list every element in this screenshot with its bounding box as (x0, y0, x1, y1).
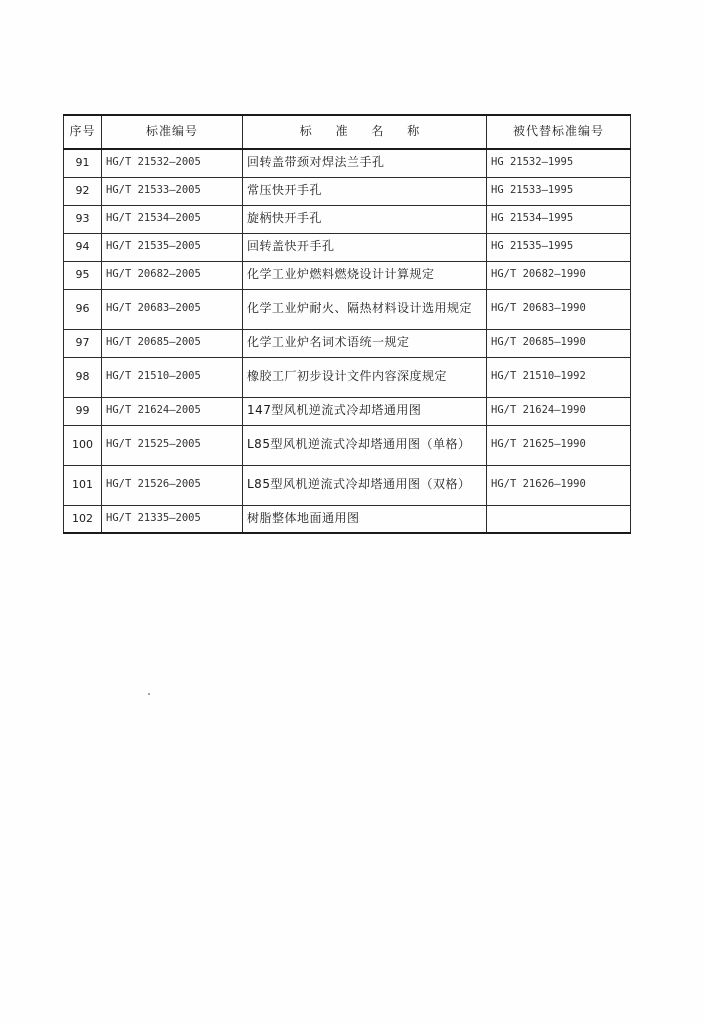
row-serial-number: 95 (64, 261, 102, 289)
row-replaced-code: HG 21533—1995 (487, 177, 631, 205)
row-standard-code: HG/T 21532—2005 (102, 149, 243, 177)
row-standard-code: HG/T 21510—2005 (102, 357, 243, 397)
row-serial-number: 102 (64, 505, 102, 533)
row-standard-name: L85型风机逆流式冷却塔通用图（单格） (243, 425, 487, 465)
row-replaced-code (487, 505, 631, 533)
row-standard-code: HG/T 21534—2005 (102, 205, 243, 233)
header-replaced-code: 被代替标准编号 (487, 115, 631, 149)
row-standard-name: 树脂整体地面通用图 (243, 505, 487, 533)
table-row (64, 505, 631, 533)
row-standard-name: 化学工业炉耐火、隔热材料设计选用规定 (243, 289, 487, 329)
table-row (64, 233, 631, 261)
row-replaced-code: HG/T 21510—1992 (487, 357, 631, 397)
row-serial-number: 99 (64, 397, 102, 425)
row-standard-name: 回转盖带颈对焊法兰手孔 (243, 149, 487, 177)
row-standard-name: 147型风机逆流式冷却塔通用图 (243, 397, 487, 425)
table-row (64, 177, 631, 205)
row-standard-code: HG/T 21335—2005 (102, 505, 243, 533)
row-replaced-code: HG/T 21626—1990 (487, 465, 631, 505)
scan-speck (148, 693, 150, 695)
row-standard-name: 回转盖快开手孔 (243, 233, 487, 261)
row-serial-number: 97 (64, 329, 102, 357)
row-serial-number: 92 (64, 177, 102, 205)
row-standard-code: HG/T 21525—2005 (102, 425, 243, 465)
table-row (64, 357, 631, 397)
standards-table (63, 114, 631, 534)
table-header-row (64, 115, 631, 149)
row-replaced-code: HG/T 21625—1990 (487, 425, 631, 465)
row-standard-code: HG/T 21526—2005 (102, 465, 243, 505)
table-row (64, 397, 631, 425)
row-serial-number: 98 (64, 357, 102, 397)
row-replaced-code: HG 21534—1995 (487, 205, 631, 233)
row-standard-name: 旋柄快开手孔 (243, 205, 487, 233)
row-standard-code: HG/T 21533—2005 (102, 177, 243, 205)
row-replaced-code: HG/T 21624—1990 (487, 397, 631, 425)
row-replaced-code: HG/T 20682—1990 (487, 261, 631, 289)
row-serial-number: 91 (64, 149, 102, 177)
row-replaced-code: HG 21535—1995 (487, 233, 631, 261)
row-serial-number: 93 (64, 205, 102, 233)
row-standard-code: HG/T 20683—2005 (102, 289, 243, 329)
row-replaced-code: HG/T 20683—1990 (487, 289, 631, 329)
row-replaced-code: HG 21532—1995 (487, 149, 631, 177)
header-standard-name: 标 准 名 称 (243, 115, 487, 149)
table-row (64, 205, 631, 233)
header-serial-number: 序号 (64, 115, 102, 149)
table-row (64, 465, 631, 505)
row-standard-code: HG/T 20682—2005 (102, 261, 243, 289)
row-standard-code: HG/T 21624—2005 (102, 397, 243, 425)
row-replaced-code: HG/T 20685—1990 (487, 329, 631, 357)
table-row (64, 425, 631, 465)
row-standard-name: L85型风机逆流式冷却塔通用图（双格） (243, 465, 487, 505)
table-row (64, 329, 631, 357)
row-standard-code: HG/T 20685—2005 (102, 329, 243, 357)
row-standard-name: 化学工业炉名词术语统一规定 (243, 329, 487, 357)
row-serial-number: 101 (64, 465, 102, 505)
row-serial-number: 100 (64, 425, 102, 465)
table-row (64, 261, 631, 289)
row-standard-name: 化学工业炉燃料燃烧设计计算规定 (243, 261, 487, 289)
header-standard-code: 标准编号 (102, 115, 243, 149)
row-standard-name: 常压快开手孔 (243, 177, 487, 205)
table-row (64, 289, 631, 329)
row-standard-name: 橡胶工厂初步设计文件内容深度规定 (243, 357, 487, 397)
table-row (64, 149, 631, 177)
row-serial-number: 96 (64, 289, 102, 329)
row-serial-number: 94 (64, 233, 102, 261)
row-standard-code: HG/T 21535—2005 (102, 233, 243, 261)
